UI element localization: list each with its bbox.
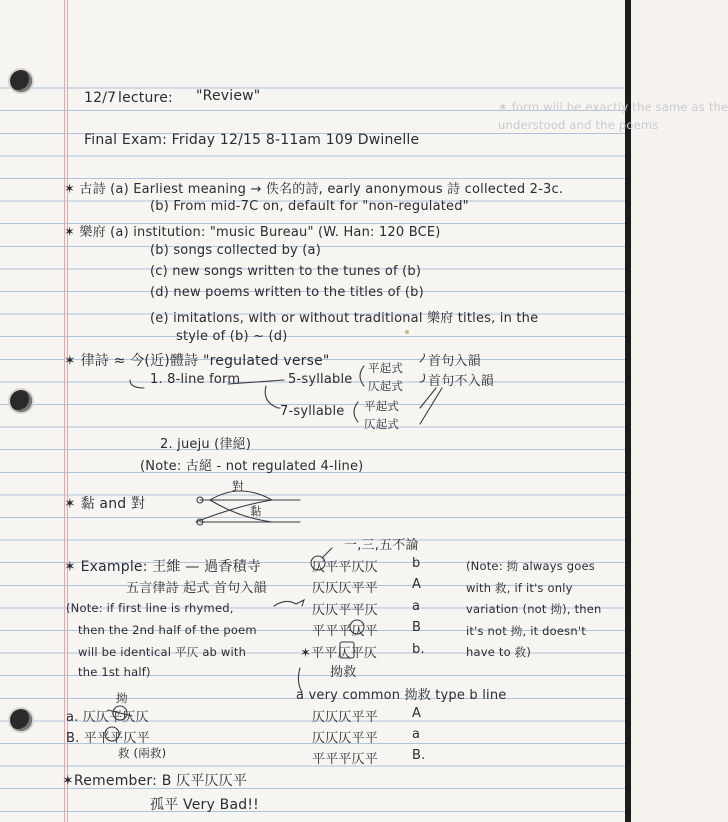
tone-line-3: 仄仄平平仄 [312,603,379,618]
note-left-2: then the 2nd half of the poem [78,623,257,637]
rule-arrow [322,548,332,558]
note-left-4: the 1st half) [78,665,151,679]
yuefu-item-e-cont: style of (b) ~ (d) [176,329,288,344]
bleed-through-text-1: ✶ form will be exactly the same as the [498,100,728,114]
nian-label: 黏 [250,504,262,518]
dui-label: 對 [232,479,244,493]
tone-tag-7: a [412,727,421,742]
bracket-seven [354,402,358,422]
lecture-label: lecture: [118,90,173,106]
line-b-example: B. 平平平仄平 [66,731,150,746]
line-a-example: a. 仄仄平仄仄 [66,710,149,725]
circled-jiu-icon [105,727,119,741]
note-right-1: (Note: 拗 always goes [466,559,595,573]
jiu-mark: 救 (兩救) [118,746,167,760]
tone-line-2: 仄仄仄平平 [312,581,379,596]
note-right-2: with 救, if it's only [466,581,573,595]
cross-arrow-1 [420,388,436,408]
rhyme-not-first-line: 首句不入韻 [428,374,495,389]
tone-line-6: 仄仄仄平平 [312,710,379,725]
five-zeqi: 仄起式 [368,379,404,393]
one-three-five-rule: 一,三,五不論 [344,538,419,553]
yuefu-line-1: ✶ 樂府 (a) institution: "music Bureau" (W. Han: 120 BCE) [64,225,441,240]
five-pingqi: 平起式 [368,361,404,375]
tone-line-8: 平平平仄平 [312,752,379,767]
tone-tag-5: b. [412,642,425,657]
common-bracket [298,668,302,692]
branch-line-five [228,380,284,384]
yuefu-item-e: (e) imitations, with or without traditional 樂府 titles, in the [150,311,539,326]
lecture-date: 12/7 [84,90,117,106]
tone-tag-4: B [412,620,422,635]
bracket-five [360,366,364,386]
ao-mark: 拗 [116,691,128,705]
lushi-heading: ✶ 律詩 ≈ 今(近)體詩 "regulated verse" [64,353,330,369]
example-heading: ✶ Example: 王維 — 過香積寺 [64,559,261,575]
tone-line-4: 平平平仄平 [312,624,379,639]
strike-mark [108,710,132,716]
nian-dui-heading: ✶ 黏 and 對 [64,496,146,512]
tone-tag-2: A [412,577,422,592]
tone-tag-3: a [412,599,421,614]
branch-line-seven [265,386,280,408]
tone-line-5: ✶平平仄平仄 [300,646,378,661]
example-subheading: 五言律詩 起式 首句入韻 [126,581,267,596]
five-syllable-label: 5-syllable [288,372,353,387]
tone-line-7: 仄仄仄平平 [312,731,379,746]
remember-line: ✶Remember: B 仄平仄仄平 [62,773,248,789]
tone-tag-8: B. [412,748,426,763]
gushi-line-2: (b) From mid-7C on, default for "non-regulated" [150,199,469,214]
note-left-3: will be identical 平仄 ab with [78,645,247,659]
gushi-line-1: ✶ 古詩 (a) Earliest meaning → 佚名的詩, early anonymous 詩 collected 2-3c. [64,182,564,197]
boxed-character-icon [340,642,354,658]
note-right-3: variation (not 拗), then [466,602,602,616]
connector-rhyme-1 [420,354,425,362]
rhyme-first-line: 首句入韻 [428,354,481,369]
lushi-item-1: 1. 8-line form [150,372,241,387]
pointer-curve [274,601,296,606]
nian-cross-1 [196,500,272,522]
nian-cross-2 [210,500,272,522]
lushi-item-2-jueju: 2. jueju (律絕) [160,437,252,452]
common-aojiu-note: a very common 拗救 type b line [296,688,507,703]
note-right-5: have to 救) [466,645,532,659]
yuefu-item-b: (b) songs collected by (a) [150,243,321,258]
note-left-1: (Note: if first line is rhymed, [66,601,234,615]
aojiu-label: 拗救 [330,665,357,680]
tone-tag-1: b [412,556,421,571]
seven-syllable-label: 7-syllable [280,404,345,419]
yuefu-item-d: (d) new poems written to the titles of (b) [150,285,424,300]
circled-character-icon [311,556,325,570]
dui-arc [210,491,272,500]
circled-ping-icon [350,620,364,634]
tone-line-1: 仄平平仄仄 [312,560,379,575]
gu-ping-warning: 孤平 Very Bad!! [150,797,259,813]
seven-pingqi: 平起式 [364,399,400,413]
bleed-through-text-2: understood and the poems [498,118,659,132]
gujue-note: (Note: 古絕 - not regulated 4-line) [140,459,364,474]
tone-tag-6: A [412,706,422,721]
final-exam-info: Final Exam: Friday 12/15 8-11am 109 Dwinelle [84,132,420,148]
note-right-4: it's not 拗, it doesn't [466,624,586,638]
seven-zeqi: 仄起式 [364,417,400,431]
connector-rhyme-2 [420,374,425,382]
arrow-curve-icon [130,380,144,388]
pointer-arrow-icon [296,600,304,606]
lecture-title: "Review" [196,88,261,104]
yuefu-item-c: (c) new songs written to the tunes of (b) [150,264,422,279]
